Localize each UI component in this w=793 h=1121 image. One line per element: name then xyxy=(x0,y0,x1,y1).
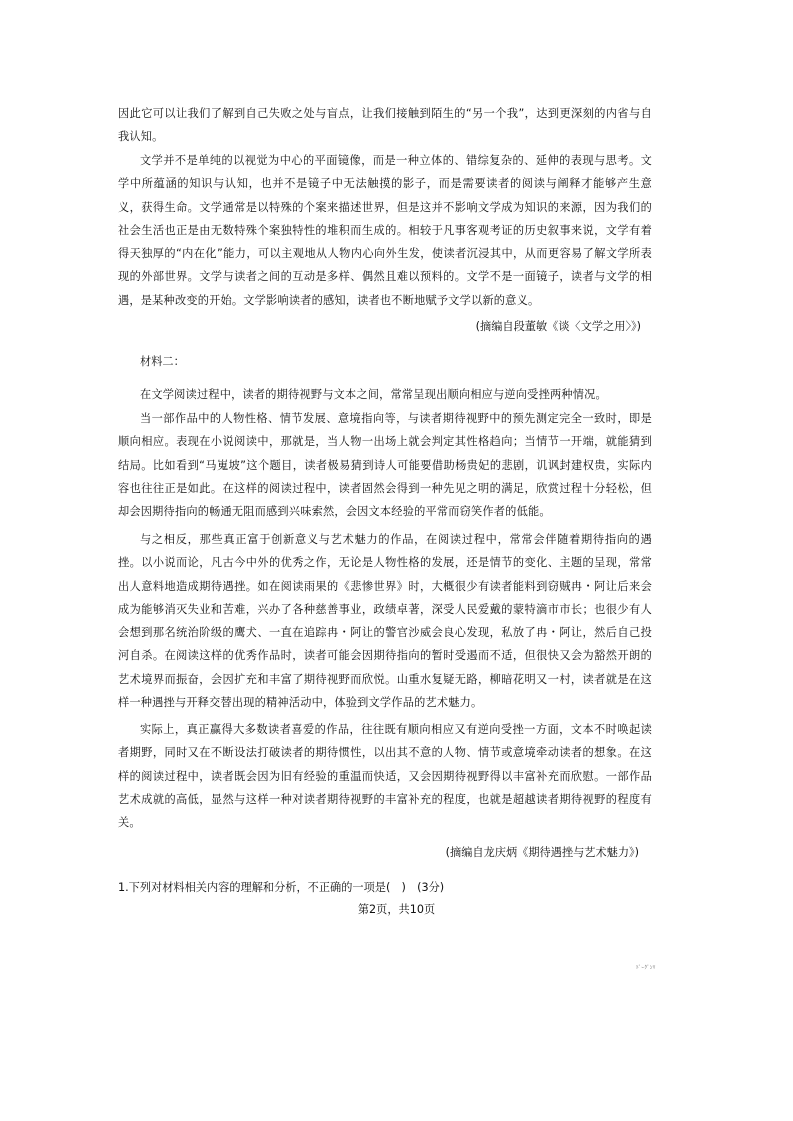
material2-heading: 材料二： xyxy=(140,355,185,368)
question-1: 1.下列对材料相关内容的理解和分析，不正确的一项是( ) (3分) xyxy=(118,881,445,894)
page-footer: 第2页，共10页 xyxy=(357,903,436,916)
material1-source: (摘编自段董敏《谈〈文学之用〉》) xyxy=(475,320,641,333)
material2-paragraph-1: 在文学阅读过程中，读者的期待视野与文本之间，常常呈现出顺向相应与逆向受挫两种情况。 xyxy=(140,388,607,401)
material1-paragraph-2: 文学并不是单纯的以视觉为中心的平面镜像，而是一种立体的、错综复杂的、延伸的表现与思考。文学中所蕴涵的知识与认知，也并不是镜子中无法触摸的影子，而是需要读者的阅读与阐释才能够产生意义，获得生命。文学通常是以特殊的个案来描述世界，但是这并不影响文学成为知识的来源，因为我们的社会生活也正是由无数特殊个案独特性的堆积而生成的。相较于凡事客观考证的历史叙事来说，文学有着得天独厚的“内在化”能力，可以主观地从人物内心向外生发，使读者沉浸其中，从而更容易了解文学所表现的外部世界。文学与读者之间的互动是多样、偶然且难以预料的。文学不是一面镜子，读者与文学的相遇，是某种改变的开始。文学影响读者的感知，读者也不断地赋予文学以新的意义。 xyxy=(118,154,652,307)
material2-paragraph-3: 与之相反，那些真正富于创新意义与艺术魅力的作品，在阅读过程中，常常会伴随着期待指向的遇挫。以小说而论，凡古今中外的优秀之作，无论是人物性格的发展，还是情节的变化、主题的呈现，常常出人意料地造成期待遇挫。如在阅读雨果的《悲惨世界》时，大概很少有读者能料到窃贼冉・阿让后来会成为能够消灭失业和苦难，兴办了各种慈善事业，政绩卓著，深受人民爱戴的蒙特滴市市长；也很少有人会想到那名统治阶级的鹰犬、一直在追踪冉・阿让的警官沙威会良心发现，私放了冉・阿让，然后自己投河自杀。在阅读这样的优秀作品时，读者可能会因期待指向的暂时受遏而不适，但很快又会为豁然开朗的艺术境界而振奋，会因扩充和丰富了期待视野而欣悦。山重水复疑无路，柳暗花明又一村，读者就是在这样一种遇挫与开释交替出现的精神活动中，体验到文学作品的艺术魅力。 xyxy=(118,533,652,710)
material1-paragraph-continued: 因此它可以让我们了解到自己失败之处与盲点，让我们接触到陌生的“另一个我”，达到更深刻的内省与自我认知。 xyxy=(118,107,652,144)
corner-mark: ﾄﾞｰｸﾞﾝﾘ xyxy=(636,965,657,971)
material2-paragraph-4: 实际上，真正赢得大多数读者喜爱的作品，往往既有顺向相应又有逆向受挫一方面，文本不时唤起读者期野，同时又在不断设法打破读者的期待惯性，以出其不意的人物、情节或意境牵动读者的想象。在这样的阅读过程中，读者既会因为旧有经验的重温而快适，又会因期待视野得以丰富补充而欣慰。一部作品艺术成就的高低，显然与这样一种对读者期待视野的丰富补充的程度，也就是超越读者期待视野的程度有关。 xyxy=(118,723,652,830)
material2-source: (摘编自龙庆炳《期待遇挫与艺术魅力》) xyxy=(445,846,639,859)
material2-paragraph-2: 当一部作品中的人物性格、情节发展、意境指向等，与读者期待视野中的预先测定完全一致时，即是顺向相应。表现在小说阅读中，那就是，当人物一出场上就会判定其性格趋向；当情节一开端，就能猜到结局。比如看到“马嵬坡”这个题目，读者极易猜到诗人可能要借助杨贵妃的悲剧，讥讽封建权贵，实际内容也往往正是如此。在这样的阅读过程中，读者固然会得到一种先见之明的满足，欣赏过程十分轻松，但却会因期待指向的畅通无阻而感到兴味索然，会因文本经验的平常而窃笑作者的低能。 xyxy=(118,412,652,519)
